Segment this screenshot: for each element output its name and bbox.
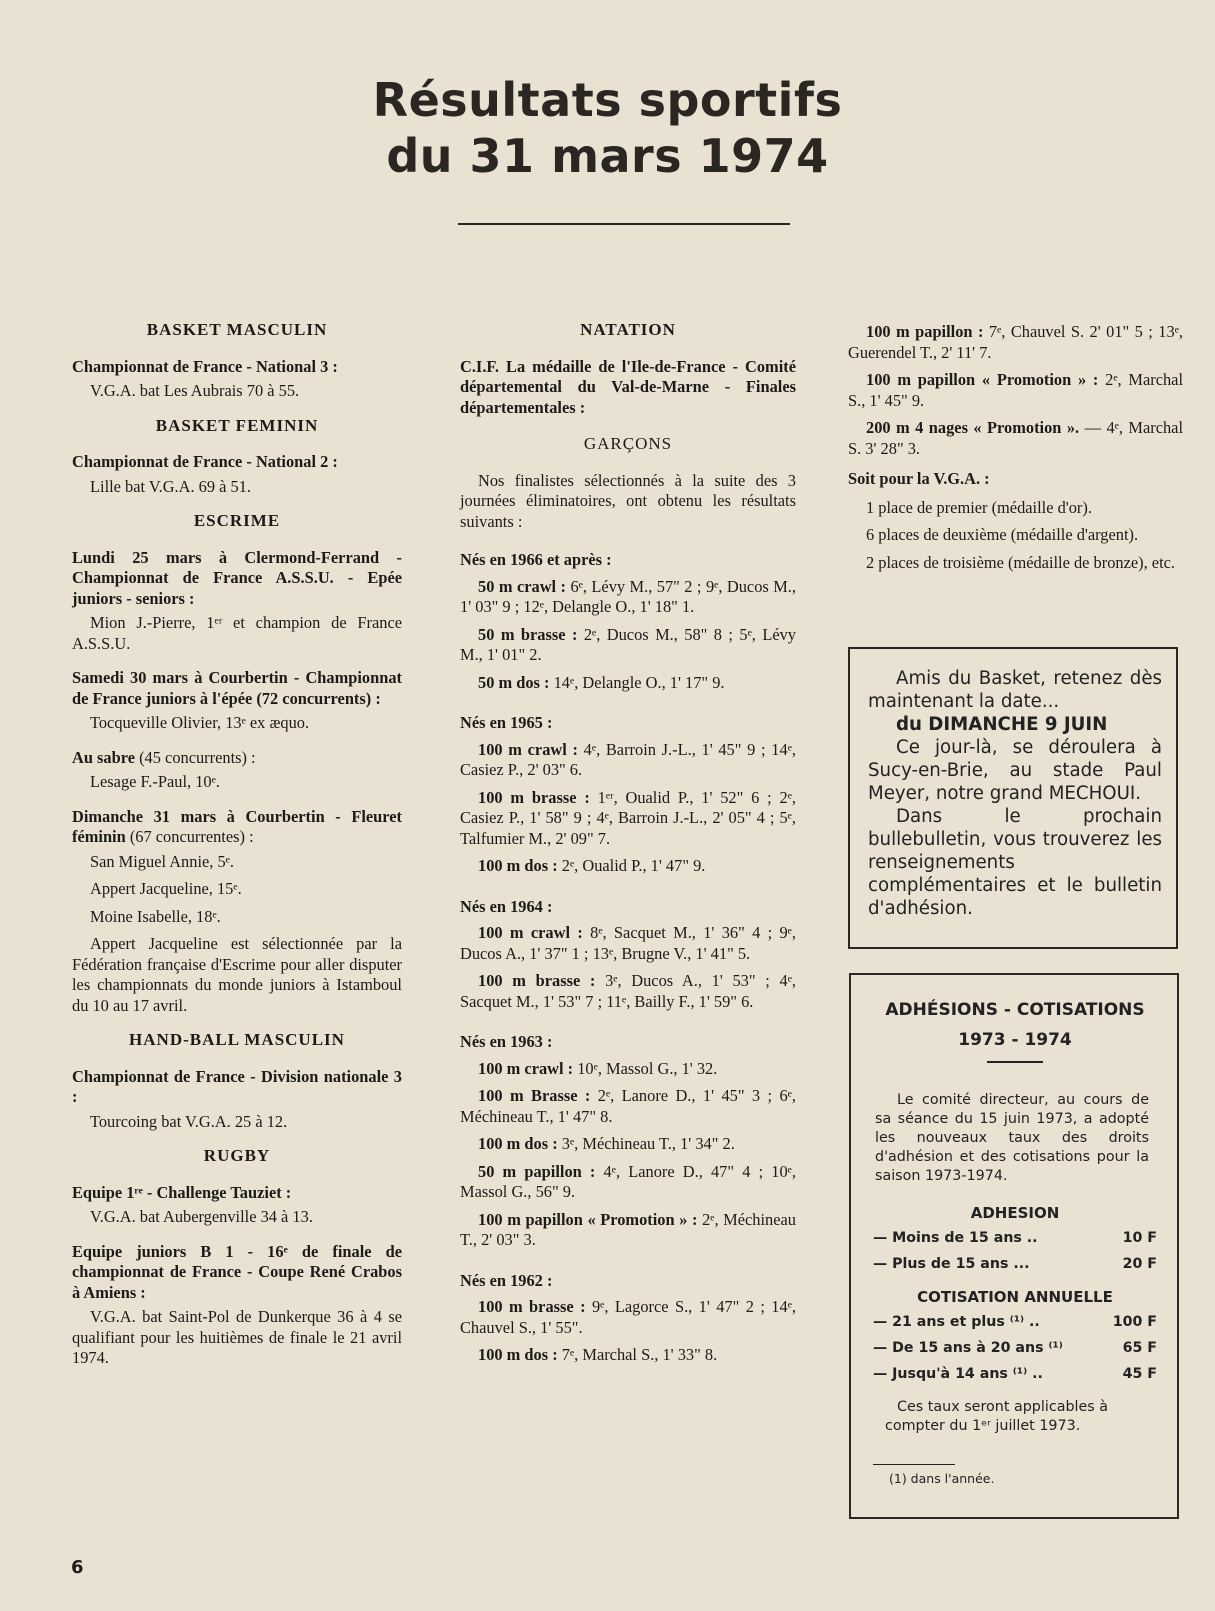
swim-result	[460, 1297, 796, 1338]
swim-event: 100 m dos :	[478, 1345, 558, 1364]
swim-result	[848, 418, 1183, 459]
title-divider	[458, 223, 790, 225]
swim-event: 100 m dos :	[478, 1134, 558, 1153]
age-group-label: Nés en 1966 et après :	[460, 550, 612, 569]
event-title-rest: (45 concurrents) :	[135, 747, 256, 767]
natation-continued	[848, 322, 1183, 459]
swim-times: 2ᵉ, Lanore D., 1' 45" 3 ; 6ᵉ, Méchineau T., 1' 47" 8.	[460, 1086, 796, 1126]
swim-result	[460, 1086, 796, 1127]
outro-line-2: compter du 1ᵉʳ juillet 1973.	[885, 1418, 1081, 1434]
event-title-bold: Au sabre	[72, 747, 135, 767]
event-result: Moine Isabelle, 18ᵉ.	[90, 906, 221, 926]
swim-event: 50 m dos :	[478, 672, 550, 692]
swim-event: 100 m brasse :	[478, 1297, 586, 1316]
selection-note: Appert Jacqueline est sélectionnée par la Fédération française d'Escrime pour aller disputer les championnats du monde juniors à Istamboul du 10 au 17 avril.	[72, 934, 402, 1015]
section-heading-handball: HAND-BALL MASCULIN	[129, 1030, 345, 1049]
swim-event: 100 m papillon « Promotion » :	[866, 370, 1099, 389]
event-result: Mion J.-Pierre, 1ᵉʳ et champion de France A.S.S.U.	[72, 613, 402, 653]
column-left	[72, 320, 402, 1376]
announcement-intro: Amis du Basket, retenez dès maintenant la date...	[868, 668, 1162, 712]
page-title	[0, 72, 1215, 184]
adhesion-rows	[873, 1229, 1157, 1274]
section-heading-basket-masculin: BASKET MASCULIN	[146, 320, 328, 339]
adhesion-heading: ADHESION	[970, 1204, 1060, 1222]
swim-event: 100 m Brasse :	[478, 1086, 591, 1105]
swim-result	[460, 673, 796, 694]
cotisation-row	[873, 1365, 1157, 1384]
adhesion-label: — Plus de 15 ans ...	[873, 1256, 1030, 1272]
event-result: Appert Jacqueline, 15ᵉ.	[90, 879, 242, 898]
swim-event: 50 m crawl :	[478, 576, 566, 596]
section-heading-rugby: RUGBY	[203, 1146, 271, 1165]
swim-times: 6ᵉ, Lévy M., 57" 2 ; 9ᵉ, Ducos M., 1' 03" 9 ; 12ᵉ, Delangle O., 1' 18" 1.	[460, 576, 796, 616]
adhesions-intro: Le comité directeur, au cours de sa séance du 15 juin 1973, a adopté les nouveaux taux des droits d'adhésion et des cotisations pour la saison 1973-1974.	[875, 1092, 1149, 1184]
swim-times: 7ᵉ, Chauvel S. 2' 01" 5 ; 13ᵉ, Guerendel T., 2' 11' 7.	[848, 322, 1184, 362]
event-result: Lesage F.-Paul, 10ᵉ.	[90, 772, 220, 791]
adhesion-label: — Moins de 15 ans ..	[873, 1230, 1038, 1246]
swim-result	[460, 856, 796, 877]
swim-result	[460, 971, 796, 1012]
event-title: Championnat de France - Division nationale 3 :	[72, 1066, 402, 1106]
footnote-divider	[873, 1464, 955, 1465]
swim-times: 2ᵉ, Oualid P., 1' 47" 9.	[557, 856, 706, 875]
cotisation-rows	[873, 1313, 1157, 1384]
swim-event: 100 m brasse :	[478, 787, 590, 807]
summary-list	[848, 498, 1183, 574]
event-title: Equipe juniors B 1 - 16ᵉ de finale de championnat de France - Coupe René Crabos à Amiens :	[72, 1241, 402, 1302]
swim-event: 100 m papillon « Promotion » :	[478, 1209, 698, 1229]
swim-times: 2ᵉ, Marchal S., 1' 45" 9.	[848, 370, 1184, 410]
title-line-1: Résultats sportifs	[372, 73, 843, 127]
natation-intro: C.I.F. La médaille de l'Ile-de-France - Comité départemental du Val-de-Marne - Finales départementales :	[460, 356, 796, 417]
summary-item: 6 places de deuxième (médaille d'argent).	[866, 525, 1139, 544]
section-heading-natation: NATATION	[580, 320, 676, 339]
swim-times: 3ᵉ, Méchineau T., 1' 34" 2.	[557, 1134, 735, 1153]
announcement-details: Ce jour-là, se déroulera à Sucy-en-Brie, au stade Paul Meyer, notre grand MECHOUI.	[868, 737, 1162, 804]
swim-result	[460, 788, 796, 850]
swim-times: 4ᵉ, Lanore D., 47" 4 ; 10ᵉ, Massol G., 56" 9.	[460, 1161, 796, 1201]
summary-item: 2 places de troisième (médaille de bronze), etc.	[866, 552, 1176, 572]
age-group-label: Nés en 1962 :	[460, 1270, 553, 1290]
adhesion-price: 20 F	[1122, 1256, 1157, 1272]
swim-result	[848, 370, 1183, 411]
swim-event: 100 m crawl :	[478, 923, 583, 942]
swim-times: 3ᵉ, Ducos A., 1' 53" ; 4ᵉ, Sacquet M., 1' 53" 7 ; 11ᵉ, Bailly F., 1' 59" 6.	[460, 971, 797, 1011]
swim-event: 100 m dos :	[478, 856, 558, 875]
swim-event: 100 m crawl :	[478, 739, 578, 759]
swim-result	[460, 923, 796, 964]
swim-times: 14ᵉ, Delangle O., 1' 17" 9.	[549, 672, 725, 692]
adhesion-row	[873, 1255, 1157, 1274]
cotisation-label: — Jusqu'à 14 ans ⁽¹⁾ ..	[873, 1366, 1043, 1382]
age-group-label: Nés en 1963 :	[460, 1032, 553, 1051]
cotisation-heading: COTISATION ANNUELLE	[917, 1288, 1113, 1306]
swim-result	[460, 1059, 796, 1080]
section-heading-escrime: ESCRIME	[193, 511, 281, 530]
swim-event: 50 m papillon :	[478, 1161, 596, 1181]
announcement-box-mechoui	[848, 647, 1178, 949]
swim-times: 7ᵉ, Marchal S., 1' 33" 8.	[557, 1345, 718, 1364]
event-title: Lundi 25 mars à Clermond-Ferrand - Championnat de France A.S.S.U. - Epée juniors - seniors :	[72, 547, 402, 608]
cotisation-row	[873, 1339, 1157, 1358]
swim-result	[460, 1345, 796, 1366]
column-middle	[460, 320, 796, 1373]
event-result: San Miguel Annie, 5ᵉ.	[90, 851, 234, 871]
swim-event: 100 m crawl :	[478, 1058, 574, 1078]
adhesions-title: ADHÉSIONS - COTISATIONS	[885, 1000, 1145, 1020]
swim-event: 200 m 4 nages « Promotion ».	[866, 418, 1080, 437]
event-result: Tourcoing bat V.G.A. 25 à 12.	[90, 1111, 288, 1131]
swim-times: 9ᵉ, Lagorce S., 1' 47" 2 ; 14ᵉ, Chauvel S., 1' 55".	[460, 1297, 796, 1337]
swim-result	[460, 1134, 796, 1155]
event-title: Samedi 30 mars à Courbertin - Championnat de France juniors à l'épée (72 concurrents) :	[72, 668, 402, 708]
section-heading-basket-feminin: BASKET FEMININ	[155, 415, 319, 435]
event-title: Equipe 1ʳᵉ - Challenge Tauziet :	[72, 1182, 292, 1202]
swim-times: 4ᵉ, Barroin J.-L., 1' 45" 9 ; 14ᵉ, Casiez P., 2' 03" 6.	[460, 739, 796, 779]
swim-times: 10ᵉ, Massol G., 1' 32.	[573, 1058, 718, 1078]
column-right	[848, 322, 1183, 580]
event-title	[72, 748, 402, 769]
swim-result	[460, 1210, 796, 1251]
cotisation-label: — De 15 ans à 20 ans ⁽¹⁾	[873, 1340, 1063, 1356]
age-group-label: Nés en 1965 :	[460, 713, 553, 732]
cotisation-price: 100 F	[1112, 1314, 1157, 1330]
swim-times: 8ᵉ, Sacquet M., 1' 36" 4 ; 9ᵉ, Ducos A., 1' 37" 1 ; 13ᵉ, Brugne V., 1' 41" 5.	[460, 923, 796, 963]
adhesions-divider	[987, 1061, 1043, 1063]
swim-result	[848, 322, 1183, 363]
swim-times: 2ᵉ, Méchineau T., 2' 03" 3.	[460, 1209, 796, 1249]
swim-result	[460, 740, 796, 781]
event-title: Championnat de France - National 3 :	[72, 356, 338, 376]
footnote: (1) dans l'année.	[889, 1471, 995, 1486]
event-title: Championnat de France - National 2 :	[72, 452, 338, 471]
announcement-followup: Dans le prochain bullebulletin, vous trouverez les renseignements complémentaires et le bulletin d'adhésion.	[868, 806, 1162, 919]
swim-times: — 4ᵉ, Marchal S. 3' 28" 3.	[848, 418, 1183, 458]
outro-line-1: Ces taux seront applicables à	[897, 1399, 1109, 1415]
sub-heading-garcons: GARÇONS	[583, 434, 673, 453]
event-title	[72, 807, 402, 848]
cotisation-price: 65 F	[1122, 1340, 1157, 1356]
summary-label: Soit pour la V.G.A. :	[848, 469, 990, 488]
adhesion-price: 10 F	[1122, 1230, 1157, 1246]
swim-times: 2ᵉ, Ducos M., 58" 8 ; 5ᵉ, Lévy M., 1' 01" 2.	[460, 624, 796, 664]
adhesions-years: 1973 - 1974	[958, 1030, 1072, 1050]
cotisation-price: 45 F	[1122, 1366, 1157, 1382]
swim-result	[460, 1162, 796, 1203]
summary-item: 1 place de premier (médaille d'or).	[866, 497, 1092, 517]
event-result: V.G.A. bat Saint-Pol de Dunkerque 36 à 4 se qualifiant pour les huitièmes de finale le 21 avril 1974.	[72, 1307, 402, 1367]
event-title-bold: Dimanche 31 mars à Courbertin - Fleuret féminin	[72, 806, 402, 846]
swim-times: 1ᵉʳ, Oualid P., 1' 52" 6 ; 2ᵉ, Casiez P., 1' 58" 9 ; 4ᵉ, Barroin J.-L., 2' 05" 4 ; 5ᵉ, Talfumier M., 2' 09" 7.	[460, 787, 797, 848]
swim-event: 50 m brasse :	[478, 624, 578, 644]
swim-event: 100 m papillon :	[866, 322, 984, 341]
natation-groups	[460, 550, 796, 1366]
adhesions-outro	[873, 1398, 1157, 1436]
title-line-2: du 31 mars 1974	[386, 129, 829, 183]
event-result: V.G.A. bat Aubergenville 34 à 13.	[90, 1207, 313, 1226]
event-result: Lille bat V.G.A. 69 à 51.	[90, 476, 252, 496]
cotisation-label: — 21 ans et plus ⁽¹⁾ ..	[873, 1314, 1040, 1330]
event-result: Tocqueville Olivier, 13ᵉ ex æquo.	[90, 713, 310, 732]
age-group-label: Nés en 1964 :	[460, 896, 553, 916]
cotisation-row	[873, 1313, 1157, 1332]
swim-result	[460, 577, 796, 618]
swim-result	[460, 625, 796, 666]
page-number: 6	[71, 1557, 84, 1578]
event-result: V.G.A. bat Les Aubrais 70 à 55.	[90, 381, 300, 400]
swim-event: 100 m brasse :	[478, 971, 596, 990]
adhesions-box	[849, 973, 1179, 1519]
adhesion-row	[873, 1229, 1157, 1248]
event-title-rest: (67 concurrentes) :	[125, 827, 254, 846]
natation-paragraph: Nos finalistes sélectionnés à la suite des 3 journées éliminatoires, ont obtenu les résultats suivants :	[460, 470, 796, 531]
announcement-date: du DIMANCHE 9 JUIN	[896, 714, 1108, 735]
